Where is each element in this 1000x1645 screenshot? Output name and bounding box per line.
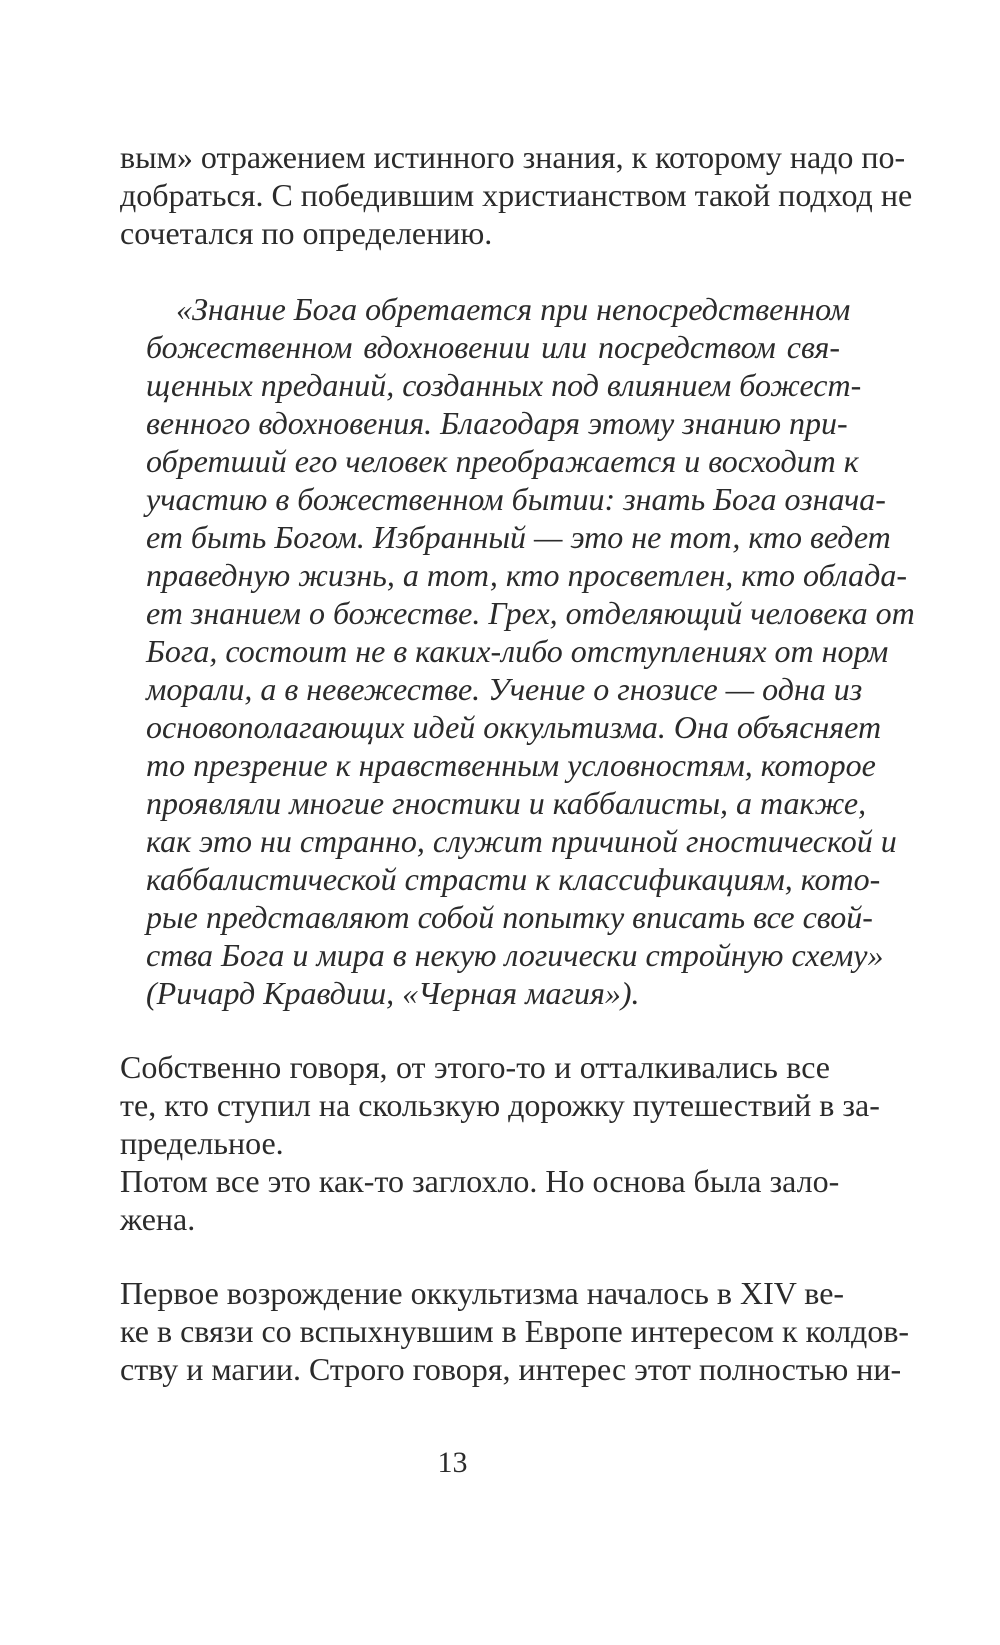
text-line: добраться. С победившим христианством такой подход не xyxy=(120,177,913,213)
quote-line: Бога, состоит не в каких-либо отступлениях от норм xyxy=(146,633,889,669)
text-line: вым» отражением истинного знания, к которому надо по- xyxy=(120,139,906,175)
quote-line: ет знанием о божестве. Грех, отделяющий человека от xyxy=(146,595,915,631)
quote-line: венного вдохновения. Благодаря этому знанию при- xyxy=(146,405,848,441)
quote-line: праведную жизнь, а тот, кто просветлен, кто облада- xyxy=(146,557,908,593)
quote-line: щенных преданий, созданных под влиянием божест- xyxy=(146,367,862,403)
quote-line: божественном вдохновении или посредством свя- xyxy=(146,329,840,365)
quote-line: ет быть Богом. Избранный — это не тот, кто ведет xyxy=(146,519,891,555)
page-number: 13 xyxy=(437,1446,468,1479)
quote-line: основополагающих идей оккультизма. Она объясняет xyxy=(146,709,882,745)
quote-line: «Знание Бога обретается при непосредственном xyxy=(176,291,851,327)
text-line: Первое возрождение оккультизма началось в XIV ве- xyxy=(120,1275,845,1311)
text-line: те, кто ступил на скользкую дорожку путешествий в за- xyxy=(120,1087,880,1123)
quote-line: как это ни странно, служит причиной гностической и xyxy=(146,823,897,859)
quote-line: каббалистической страсти к классификациям, кото- xyxy=(146,861,881,897)
quote-line: проявляли многие гностики и каббалисты, а также, xyxy=(146,785,867,821)
quote-line: обретший его человек преображается и восходит к xyxy=(146,443,859,479)
quote-line: то презрение к нравственным условностям, которое xyxy=(146,747,876,783)
quote-line: участию в божественном бытии: знать Бога означа- xyxy=(146,481,886,517)
quote-line: ства Бога и мира в некую логически стройную схему» xyxy=(146,937,884,973)
text-line: ке в связи со вспыхнувшим в Европе интересом к колдов- xyxy=(120,1313,910,1349)
text-line: Собственно говоря, от этого-то и отталкивались все xyxy=(120,1049,830,1085)
text-line: Потом все это как-то заглохло. Но основа была зало- xyxy=(120,1163,840,1199)
text-line: сочетался по определению. xyxy=(120,215,493,251)
quote-line: рые представляют собой попытку вписать все свой- xyxy=(146,899,873,935)
quote-line: (Ричард Кравдиш, «Черная магия»). xyxy=(146,975,640,1011)
text-line: ству и магии. Строго говоря, интерес этот полностью ни- xyxy=(120,1351,902,1387)
quote-line: морали, а в невежестве. Учение о гнозисе — одна из xyxy=(146,671,863,707)
text-line: предельное. xyxy=(120,1125,284,1161)
text-line: жена. xyxy=(120,1201,196,1237)
